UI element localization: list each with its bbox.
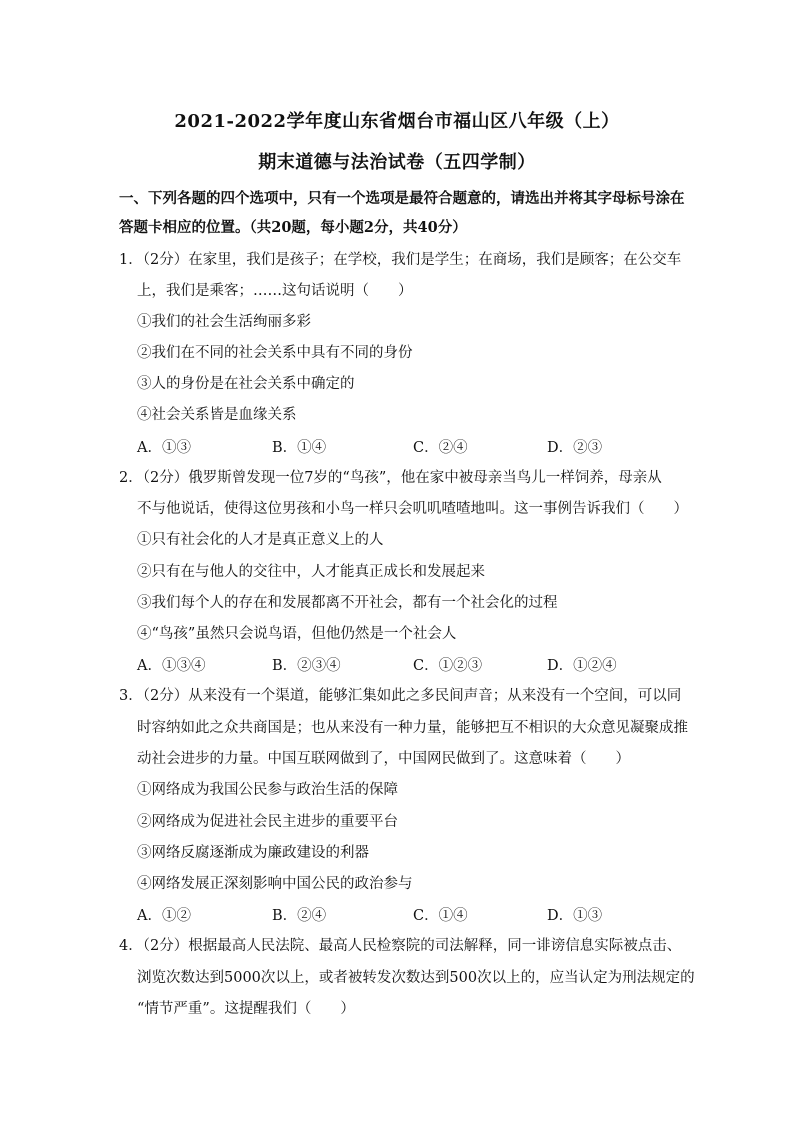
option-d[interactable]: D．①②④ [547,658,617,674]
option-b[interactable]: B．②④ [272,908,327,924]
question-item: ①我们的社会生活绚丽多彩 [137,314,311,330]
option-c[interactable]: C．①②③ [413,658,483,674]
question-item: ③网络反腐逐渐成为廉政建设的利器 [137,845,369,861]
question-item: ④“鸟孩”虽然只会说鸟语，但他仍然是一个社会人 [137,626,457,642]
section-heading-line1: 一、下列各题的四个选项中，只有一个选项是最符合题意的，请选出并将其字母标号涂在 [119,190,685,207]
question-item: ②我们在不同的社会关系中具有不同的身份 [137,345,413,361]
question-stem-line: 3．（2分）从来没有一个渠道，能够汇集如此之多民间声音；从来没有一个空间，可以同 [119,688,682,704]
answer-options [137,904,657,924]
answer-options [137,436,657,456]
answer-options [137,654,657,674]
section-heading-line2: 答题卡相应的位置。（共20题，每小题2分，共40分） [119,219,467,236]
option-c[interactable]: C．①④ [413,908,468,924]
option-c[interactable]: C．②④ [413,440,468,456]
option-b[interactable]: B．②③④ [272,658,341,674]
question-stem-line: 上，我们是乘客；……这句话说明（ ） [137,283,413,299]
question-stem-line: 动社会进步的力量。中国互联网做到了，中国网民做到了。这意味着（ ） [137,751,630,767]
question-stem-line: 时容纳如此之众共商国是；也从来没有一种力量，能够把互不相识的大众意见凝聚成推 [137,720,688,736]
exam-title-line1: 2021-2022学年度山东省烟台市福山区八年级（上） [174,111,620,132]
option-d[interactable]: D．②③ [547,440,603,456]
question-stem-line: 不与他说话，使得这位男孩和小鸟一样只会叽叽喳喳地叫。这一事例告诉我们（ ） [137,501,688,517]
question-item: ②网络成为促进社会民主进步的重要平台 [137,814,398,830]
question-stem-line: 2．（2分）俄罗斯曾发现一位7岁的“鸟孩”，他在家中被母亲当鸟儿一样饲养，母亲从 [119,470,662,486]
question-stem-line: 4．（2分）根据最高人民法院、最高人民检察院的司法解释，同一诽谤信息实际被点击、 [119,938,682,954]
question-stem-line: “情节严重”。这提醒我们（ ） [137,1001,355,1017]
question-item: ③我们每个人的存在和发展都离不开社会，都有一个社会化的过程 [137,595,558,611]
question-stem-line: 浏览次数达到5000次以上，或者被转发次数达到500次以上的，应当认定为刑法规定的 [137,970,695,986]
option-d[interactable]: D．①③ [547,908,603,924]
question-item: ①网络成为我国公民参与政治生活的保障 [137,782,398,798]
question-item: ③人的身份是在社会关系中确定的 [137,376,355,392]
option-a[interactable]: A．①② [137,908,191,924]
question-item: ①只有社会化的人才是真正意义上的人 [137,532,384,548]
option-a[interactable]: A．①③ [137,440,191,456]
question-item: ④网络发展正深刻影响中国公民的政治参与 [137,876,413,892]
question-item: ②只有在与他人的交往中，人才能真正成长和发展起来 [137,564,485,580]
option-a[interactable]: A．①③④ [137,658,206,674]
question-stem-line: 1．（2分）在家里，我们是孩子；在学校，我们是学生；在商场，我们是顾客；在公交车 [119,252,682,268]
question-item: ④社会关系皆是血缘关系 [137,407,297,423]
exam-title-line2: 期末道德与法治试卷（五四学制） [258,152,536,173]
option-b[interactable]: B．①④ [272,440,327,456]
